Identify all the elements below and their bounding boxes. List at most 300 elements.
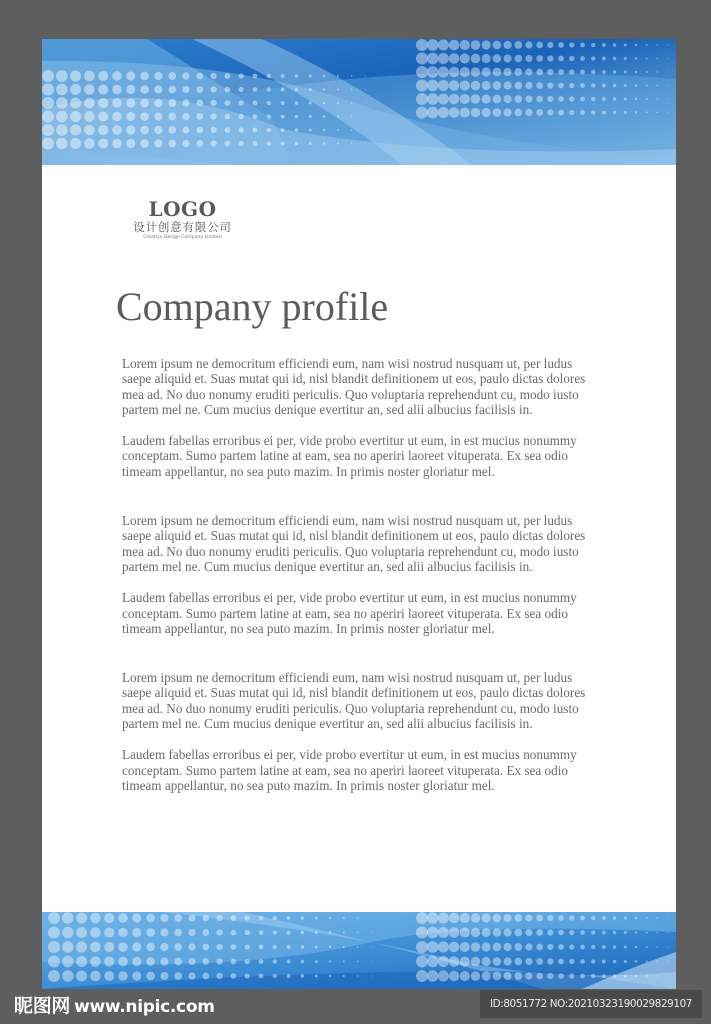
halftone-dot bbox=[287, 916, 291, 920]
halftone-dot bbox=[182, 86, 189, 93]
halftone-dot bbox=[635, 71, 637, 73]
halftone-dot bbox=[309, 102, 312, 105]
halftone-dot bbox=[315, 946, 318, 949]
halftone-dot bbox=[132, 971, 141, 980]
text-section bbox=[122, 356, 602, 479]
halftone-dot bbox=[323, 88, 325, 90]
paragraph: Laudem fabellas erroribus ei per, vide probo evertitur ut eum, in est mucius nonummy conceptam. Sumo partem latine at eam, sea no aperiri laoreet vituperata. Ex sea odio timeam appellantur, no sea puto mazim. In primis noster gloriatur mel. bbox=[122, 590, 577, 636]
halftone-dot bbox=[591, 43, 595, 47]
halftone-dot bbox=[273, 930, 277, 934]
halftone-dot bbox=[624, 975, 627, 978]
halftone-dot bbox=[62, 941, 74, 953]
halftone-dot bbox=[471, 971, 481, 981]
halftone-dot bbox=[104, 956, 114, 966]
halftone-dot bbox=[471, 928, 481, 938]
halftone-dot bbox=[62, 927, 74, 939]
halftone-dot bbox=[371, 932, 372, 933]
halftone-dot bbox=[646, 961, 648, 963]
halftone-dot bbox=[657, 917, 658, 918]
halftone-dot bbox=[580, 945, 585, 950]
halftone-dot bbox=[624, 44, 627, 47]
halftone-dot bbox=[357, 961, 358, 962]
halftone-dot bbox=[112, 71, 122, 81]
halftone-dot bbox=[357, 946, 358, 947]
halftone-dot bbox=[471, 913, 481, 923]
halftone-dot bbox=[514, 55, 522, 63]
halftone-dot bbox=[471, 81, 481, 91]
halftone-dot bbox=[471, 54, 481, 64]
halftone-dot bbox=[70, 124, 81, 135]
halftone-dot bbox=[613, 945, 616, 948]
halftone-dot bbox=[154, 112, 162, 120]
footer-wave-banner bbox=[42, 912, 676, 989]
halftone-dot bbox=[482, 67, 491, 76]
halftone-dot bbox=[514, 914, 522, 922]
halftone-dot bbox=[126, 85, 135, 94]
halftone-dot bbox=[231, 915, 237, 921]
halftone-dot bbox=[112, 98, 122, 108]
halftone-dot bbox=[343, 917, 345, 919]
halftone-dot bbox=[482, 942, 491, 951]
halftone-dot bbox=[547, 109, 553, 115]
halftone-dot bbox=[525, 914, 532, 921]
halftone-dot bbox=[309, 88, 312, 91]
halftone-dot bbox=[281, 88, 285, 92]
halftone-dot bbox=[329, 975, 331, 977]
halftone-dot bbox=[471, 108, 481, 118]
halftone-dot bbox=[580, 97, 585, 102]
halftone-dot bbox=[449, 971, 460, 982]
halftone-dot bbox=[657, 975, 658, 976]
halftone-dot bbox=[140, 72, 149, 81]
halftone-dot bbox=[295, 128, 298, 131]
halftone-dot bbox=[48, 912, 60, 924]
halftone-dot bbox=[438, 956, 449, 967]
halftone-dot bbox=[449, 927, 460, 938]
halftone-dot bbox=[104, 942, 114, 952]
halftone-dot bbox=[287, 974, 291, 978]
halftone-dot bbox=[76, 912, 87, 923]
watermark-site-name: 昵图网 bbox=[14, 995, 71, 1017]
watermark-site bbox=[14, 993, 215, 1019]
halftone-dot bbox=[281, 142, 285, 146]
halftone-dot bbox=[482, 54, 491, 63]
halftone-dot bbox=[460, 80, 470, 90]
halftone-dot bbox=[146, 972, 155, 981]
halftone-dot bbox=[196, 100, 203, 107]
halftone-dot bbox=[558, 944, 564, 950]
halftone-dot bbox=[168, 99, 176, 107]
halftone-dot bbox=[493, 972, 502, 981]
halftone-dot bbox=[62, 970, 74, 982]
halftone-dot bbox=[104, 913, 114, 923]
halftone-dot bbox=[460, 94, 470, 104]
halftone-dot bbox=[188, 943, 195, 950]
halftone-dot bbox=[536, 82, 543, 89]
halftone-dot bbox=[76, 941, 87, 952]
halftone-dot bbox=[323, 129, 325, 131]
halftone-dot bbox=[267, 141, 271, 145]
halftone-dot bbox=[438, 93, 449, 104]
header-wave-banner bbox=[42, 39, 676, 165]
halftone-dot bbox=[84, 111, 95, 122]
halftone-dot bbox=[253, 114, 258, 119]
halftone-dot bbox=[42, 84, 54, 96]
halftone-dot bbox=[98, 125, 108, 135]
halftone-dot bbox=[514, 41, 522, 49]
halftone-dot bbox=[287, 945, 291, 949]
halftone-dot bbox=[569, 930, 574, 935]
halftone-dot bbox=[525, 82, 532, 89]
halftone-dot bbox=[365, 143, 366, 144]
halftone-dot bbox=[351, 143, 352, 144]
halftone-dot bbox=[98, 71, 108, 81]
halftone-dot bbox=[504, 68, 512, 76]
halftone-dot bbox=[210, 127, 216, 133]
halftone-dot bbox=[168, 86, 176, 94]
halftone-dot bbox=[160, 914, 168, 922]
halftone-dot bbox=[504, 108, 512, 116]
halftone-dot bbox=[427, 53, 439, 65]
halftone-dot bbox=[343, 932, 345, 934]
halftone-dot bbox=[668, 99, 669, 100]
halftone-dot bbox=[547, 82, 553, 88]
halftone-dot bbox=[202, 973, 209, 980]
halftone-dot bbox=[427, 39, 439, 51]
halftone-dot bbox=[657, 71, 658, 72]
halftone-dot bbox=[160, 943, 168, 951]
halftone-dot bbox=[188, 929, 195, 936]
halftone-dot bbox=[438, 66, 449, 77]
halftone-dot bbox=[493, 957, 502, 966]
halftone-dot bbox=[225, 100, 231, 106]
halftone-dot bbox=[90, 942, 101, 953]
watermark-id-badge: ID:8051772 NO:20210323190029829107 bbox=[480, 990, 702, 1018]
halftone-dot bbox=[112, 85, 122, 95]
halftone-dot bbox=[613, 43, 616, 46]
halftone-dot bbox=[482, 81, 491, 90]
letterhead-page bbox=[42, 39, 676, 989]
halftone-dot bbox=[668, 45, 669, 46]
halftone-dot bbox=[48, 927, 60, 939]
halftone-dot bbox=[602, 974, 606, 978]
halftone-dot bbox=[56, 111, 68, 123]
halftone-dot bbox=[104, 927, 114, 937]
halftone-dot bbox=[84, 138, 95, 149]
halftone-dot bbox=[365, 89, 366, 90]
halftone-dot bbox=[98, 84, 108, 94]
halftone-dot bbox=[351, 116, 352, 117]
logo-company-name-cn: 设计创意有限公司 bbox=[133, 220, 232, 234]
halftone-dot bbox=[646, 58, 648, 60]
halftone-dot bbox=[449, 107, 460, 118]
halftone-dot bbox=[216, 915, 222, 921]
halftone-dot bbox=[182, 126, 189, 133]
halftone-dot bbox=[646, 932, 648, 934]
halftone-dot bbox=[351, 75, 352, 76]
halftone-dot bbox=[657, 58, 658, 59]
halftone-dot bbox=[84, 125, 95, 136]
halftone-dot bbox=[613, 97, 616, 100]
halftone-dot bbox=[525, 929, 532, 936]
halftone-dot bbox=[295, 115, 298, 118]
halftone-dot bbox=[90, 956, 101, 967]
halftone-dot bbox=[231, 959, 237, 965]
halftone-dot bbox=[514, 972, 522, 980]
halftone-dot bbox=[569, 973, 574, 978]
halftone-dot bbox=[42, 124, 54, 136]
halftone-dot bbox=[132, 957, 141, 966]
halftone-dot bbox=[646, 946, 648, 948]
halftone-dot bbox=[202, 944, 209, 951]
halftone-dot bbox=[613, 974, 616, 977]
halftone-dot bbox=[482, 928, 491, 937]
halftone-dot bbox=[90, 927, 101, 938]
halftone-dot bbox=[438, 53, 449, 64]
halftone-dot bbox=[624, 98, 627, 101]
halftone-dot bbox=[337, 75, 339, 77]
text-section bbox=[122, 670, 602, 793]
halftone-dot bbox=[225, 127, 231, 133]
halftone-dot bbox=[210, 73, 216, 79]
halftone-dot bbox=[580, 56, 585, 61]
halftone-dot bbox=[558, 69, 564, 75]
body-text bbox=[122, 356, 602, 827]
halftone-dot bbox=[337, 102, 339, 104]
halftone-dot bbox=[427, 66, 439, 78]
halftone-dot bbox=[558, 110, 564, 116]
halftone-dot bbox=[245, 959, 250, 964]
halftone-dot bbox=[188, 972, 195, 979]
halftone-dot bbox=[104, 971, 114, 981]
halftone-dot bbox=[273, 916, 277, 920]
halftone-dot bbox=[547, 42, 553, 48]
halftone-dot bbox=[668, 976, 669, 977]
halftone-dot bbox=[493, 914, 502, 923]
halftone-dot bbox=[225, 73, 231, 79]
halftone-dot bbox=[635, 946, 637, 948]
halftone-dot bbox=[668, 932, 669, 933]
halftone-dot bbox=[132, 928, 141, 937]
halftone-dot bbox=[493, 928, 502, 937]
halftone-dot bbox=[602, 57, 606, 61]
halftone-dot bbox=[329, 960, 331, 962]
halftone-dot bbox=[301, 931, 304, 934]
halftone-dot bbox=[112, 125, 122, 135]
halftone-dot bbox=[635, 57, 637, 59]
halftone-dot bbox=[301, 960, 304, 963]
halftone-dot bbox=[580, 83, 585, 88]
halftone-dot bbox=[267, 74, 271, 78]
halftone-dot bbox=[309, 75, 312, 78]
halftone-dot bbox=[48, 941, 60, 953]
halftone-dot bbox=[569, 944, 574, 949]
halftone-dot bbox=[493, 54, 502, 63]
halftone-dot bbox=[547, 915, 553, 921]
halftone-dot bbox=[460, 40, 470, 50]
halftone-dot bbox=[337, 129, 339, 131]
paragraph: Lorem ipsum ne democritum efficiendi eum, nam wisi nostrud nusquam ut, per ludus saepe aliquid et. Suas mutat qui id, nisl blandit definitionem ut eos, paulo dictas dolores mea ad. No duo nonumy eruditi periculis. Quo voluptaria reprehendunt cu, modo iusto partem mel ne. Cum mucius denique evertitur an, sed alii albucius facilisis in. bbox=[122, 356, 586, 417]
halftone-dot bbox=[309, 142, 312, 145]
halftone-dot bbox=[558, 42, 564, 48]
halftone-dot bbox=[196, 113, 203, 120]
halftone-dot bbox=[118, 928, 128, 938]
halftone-dot bbox=[569, 83, 574, 88]
halftone-dot bbox=[438, 970, 449, 981]
halftone-dot bbox=[668, 112, 669, 113]
halftone-dot bbox=[449, 942, 460, 953]
halftone-dot bbox=[536, 915, 543, 922]
halftone-dot bbox=[56, 97, 68, 109]
halftone-dot bbox=[613, 84, 616, 87]
halftone-dot bbox=[301, 974, 304, 977]
halftone-dot bbox=[309, 129, 312, 132]
halftone-dot bbox=[225, 114, 231, 120]
halftone-dot bbox=[558, 930, 564, 936]
halftone-dot bbox=[624, 946, 627, 949]
halftone-dot bbox=[315, 960, 318, 963]
halftone-dot bbox=[146, 914, 155, 923]
footer-wave-graphic bbox=[42, 912, 676, 989]
halftone-dot bbox=[427, 912, 439, 924]
halftone-dot bbox=[90, 971, 101, 982]
halftone-dot bbox=[323, 75, 325, 77]
halftone-dot bbox=[112, 139, 122, 149]
halftone-dot bbox=[174, 914, 182, 922]
halftone-dot bbox=[547, 55, 553, 61]
halftone-dot bbox=[602, 916, 606, 920]
halftone-dot bbox=[231, 944, 237, 950]
halftone-dot bbox=[98, 98, 108, 108]
halftone-dot bbox=[591, 83, 595, 87]
halftone-dot bbox=[168, 113, 176, 121]
halftone-dot bbox=[357, 917, 358, 918]
halftone-dot bbox=[668, 85, 669, 86]
halftone-dot bbox=[216, 929, 222, 935]
halftone-dot bbox=[160, 972, 168, 980]
halftone-dot bbox=[460, 956, 470, 966]
halftone-dot bbox=[482, 108, 491, 117]
halftone-dot bbox=[591, 974, 595, 978]
halftone-dot bbox=[253, 101, 258, 106]
halftone-dot bbox=[168, 126, 176, 134]
paragraph: Lorem ipsum ne democritum efficiendi eum, nam wisi nostrud nusquam ut, per ludus saepe aliquid et. Suas mutat qui id, nisl blandit definitionem ut eos, paulo dictas dolores mea ad. No duo nonumy eruditi periculis. Quo voluptaria reprehendunt cu, modo iusto partem mel ne. Cum mucius denique evertitur an, sed alii albucius facilisis in. bbox=[122, 513, 586, 574]
halftone-dot bbox=[536, 958, 543, 965]
halftone-dot bbox=[569, 959, 574, 964]
halftone-dot bbox=[309, 115, 312, 118]
halftone-dot bbox=[301, 916, 304, 919]
halftone-dot bbox=[624, 931, 627, 934]
halftone-dot bbox=[525, 943, 532, 950]
halftone-dot bbox=[504, 928, 512, 936]
halftone-dot bbox=[70, 111, 81, 122]
halftone-dot bbox=[365, 130, 366, 131]
halftone-dot bbox=[580, 959, 585, 964]
halftone-dot bbox=[536, 944, 543, 951]
halftone-dot bbox=[580, 916, 585, 921]
halftone-dot bbox=[42, 138, 54, 150]
halftone-dot bbox=[482, 971, 491, 980]
halftone-dot bbox=[613, 931, 616, 934]
halftone-dot bbox=[216, 944, 222, 950]
halftone-dot bbox=[504, 81, 512, 89]
halftone-dot bbox=[315, 917, 318, 920]
halftone-dot bbox=[482, 40, 491, 49]
halftone-dot bbox=[493, 108, 502, 117]
halftone-dot bbox=[174, 929, 182, 937]
halftone-dot bbox=[569, 69, 574, 74]
halftone-dot bbox=[337, 116, 339, 118]
halftone-dot bbox=[267, 128, 271, 132]
halftone-dot bbox=[295, 101, 298, 104]
halftone-dot bbox=[536, 42, 543, 49]
halftone-dot bbox=[182, 140, 189, 147]
halftone-dot bbox=[253, 128, 258, 133]
halftone-dot bbox=[416, 53, 428, 65]
halftone-dot bbox=[365, 103, 366, 104]
halftone-dot bbox=[438, 107, 449, 118]
halftone-dot bbox=[281, 115, 285, 119]
halftone-dot bbox=[646, 917, 648, 919]
halftone-dot bbox=[635, 84, 637, 86]
halftone-dot bbox=[602, 97, 606, 101]
halftone-dot bbox=[657, 98, 658, 99]
halftone-dot bbox=[668, 947, 669, 948]
halftone-dot bbox=[140, 139, 149, 148]
halftone-dot bbox=[416, 956, 428, 968]
halftone-dot bbox=[76, 927, 87, 938]
halftone-dot bbox=[514, 943, 522, 951]
halftone-dot bbox=[460, 67, 470, 77]
halftone-dot bbox=[267, 101, 271, 105]
halftone-dot bbox=[323, 102, 325, 104]
halftone-dot bbox=[569, 915, 574, 920]
halftone-dot bbox=[482, 913, 491, 922]
halftone-dot bbox=[196, 86, 203, 93]
halftone-dot bbox=[504, 957, 512, 965]
halftone-dot bbox=[281, 128, 285, 132]
halftone-dot bbox=[416, 39, 428, 51]
halftone-dot bbox=[646, 975, 648, 977]
halftone-dot bbox=[602, 931, 606, 935]
halftone-dot bbox=[471, 40, 481, 50]
halftone-dot bbox=[493, 95, 502, 104]
halftone-dot bbox=[493, 81, 502, 90]
halftone-dot bbox=[351, 102, 352, 103]
halftone-dot bbox=[287, 960, 291, 964]
halftone-dot bbox=[371, 918, 372, 919]
halftone-dot bbox=[118, 942, 128, 952]
halftone-dot bbox=[154, 72, 162, 80]
halftone-dot bbox=[558, 973, 564, 979]
halftone-dot bbox=[449, 94, 460, 105]
halftone-dot bbox=[449, 40, 460, 51]
halftone-dot bbox=[525, 41, 532, 48]
halftone-dot bbox=[174, 943, 182, 951]
halftone-dot bbox=[547, 96, 553, 102]
halftone-dot bbox=[580, 930, 585, 935]
halftone-dot bbox=[591, 945, 595, 949]
halftone-dot bbox=[239, 87, 244, 92]
halftone-dot bbox=[613, 916, 616, 919]
halftone-dot bbox=[70, 70, 81, 81]
halftone-dot bbox=[245, 944, 250, 949]
halftone-dot bbox=[295, 74, 298, 77]
halftone-dot bbox=[371, 947, 372, 948]
halftone-dot bbox=[635, 975, 637, 977]
halftone-dot bbox=[42, 111, 54, 123]
halftone-dot bbox=[646, 71, 648, 73]
